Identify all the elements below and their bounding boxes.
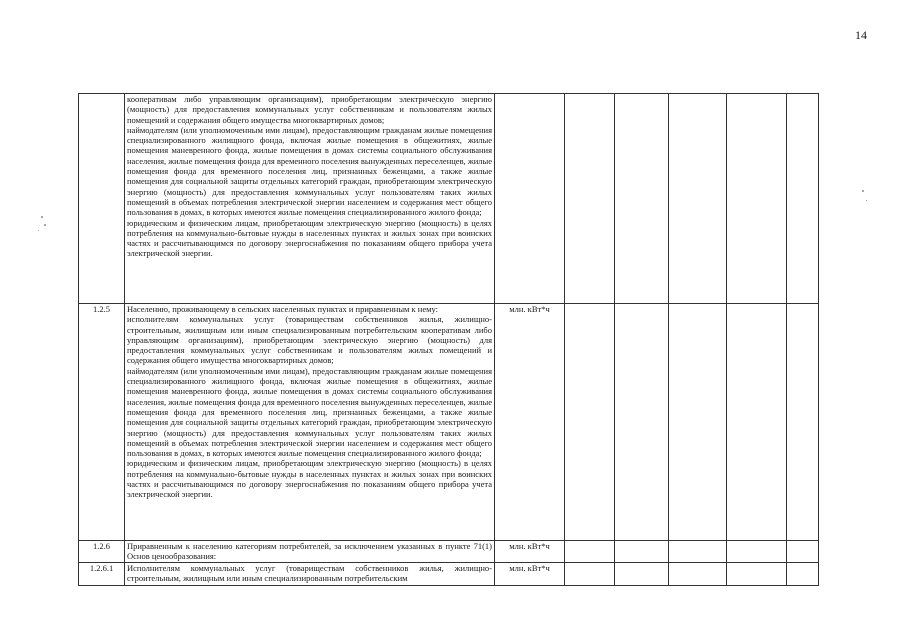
row-description [125, 304, 495, 541]
description-paragraph: наймодателям (или уполномоченным ими лицам), предоставляющим гражданам жилые помещения специализированного жилищного фонда, включая жилые помещения в общежитиях, жилые помещения маневренного фонда, жилые помещения в домах системы социального обслуживания населения, жилые помещения фонда для временного поселения вынужденных переселенцев, жилые помещения фонда для временного поселения лиц, признанных беженцами, а также жилые помещения для социальной защиты отдельных категорий граждан, приобретающим электрическую энергию (мощность) для предоставления коммунальных услуг пользователям таких жилых помещений в объемах потребления электрической энергии населением и содержания мест общего пользования в домах, в которых имеются жилые помещения специализированного жилого фонда; [127, 365, 492, 459]
row-unit [495, 94, 565, 304]
row-number: 1.2.5 [79, 304, 125, 541]
value-cell [727, 304, 787, 541]
row-number [79, 94, 125, 304]
tariff-table [78, 93, 819, 586]
description-paragraph: Населению, проживающему в сельских населенных пунктах и приравненным к нему: [127, 304, 439, 314]
table-row [79, 541, 819, 563]
row-unit: млн. кВт*ч [495, 304, 565, 541]
description-paragraph: Приравненным к населению категориям потребителей, за исключением указанных в пункте 71(1) Основ ценообразования: [127, 541, 492, 562]
scan-speck [38, 230, 39, 231]
table-row [79, 562, 819, 585]
description-paragraph: Исполнителям коммунальных услуг (товариществам собственников жилья, жилищно-строительным, жилищным или иным специализированным потребительским [127, 562, 492, 583]
description-paragraph: исполнителям коммунальных услуг (товариществам собственников жилья, жилищно-строительным, жилищным или иным специализированным потребительским кооперативам либо управляющим организациям), приобретающим электрическую энергию (мощность) для предоставления коммунальных услуг собственникам и пользователям жилых помещений и содержания общего имущества многоквартирных домов; [127, 314, 492, 366]
table-row [79, 94, 819, 304]
row-description [125, 541, 495, 563]
value-cell [727, 94, 787, 304]
value-cell [669, 541, 727, 563]
value-cell [787, 562, 819, 585]
page-number: 14 [855, 28, 867, 42]
scan-speck [866, 200, 867, 201]
row-number: 1.2.6 [79, 541, 125, 563]
value-cell [565, 304, 615, 541]
value-cell [727, 562, 787, 585]
description-paragraph: кооперативам либо управляющим организациям), приобретающим электрическую энергию (мощность) для предоставления коммунальных услуг собственникам и пользователям жилых помещений и содержания общего имущества многоквартирных домов; [127, 94, 492, 125]
value-cell [615, 562, 669, 585]
value-cell [565, 541, 615, 563]
row-unit: млн. кВт*ч [495, 562, 565, 585]
value-cell [615, 304, 669, 541]
scan-speck [862, 190, 864, 192]
table-row [79, 304, 819, 541]
description-paragraph: юридическим и физическим лицам, приобретающим электрическую энергию (мощность) в целях потребления на коммунально-бытовые нужды в населенных пунктах и жилых зонах при воинских частях и рассчитывающимся по договору энергоснабжения по показаниям общего прибора учета электрической энергии. [127, 458, 492, 500]
value-cell [615, 541, 669, 563]
row-description [125, 562, 495, 585]
value-cell [787, 541, 819, 563]
value-cell [669, 304, 727, 541]
value-cell [669, 94, 727, 304]
description-paragraph: наймодателям (или уполномоченным ими лицам), предоставляющим гражданам жилые помещения специализированного жилищного фонда, включая жилые помещения в общежитиях, жилые помещения маневренного фонда, жилые помещения в домах системы социального обслуживания населения, жилые помещения фонда для временного поселения вынужденных переселенцев, жилые помещения фонда для временного поселения лиц, признанных беженцами, а также жилые помещения для социальной защиты отдельных категорий граждан, приобретающим электрическую энергию (мощность) для предоставления коммунальных услуг пользователям таких жилых помещений в объемах потребления электрической энергии населением и содержания мест общего пользования в домах, в которых имеются жилые помещения специализированного жилого фонда; [127, 124, 492, 218]
value-cell [787, 304, 819, 541]
row-unit: млн. кВт*ч [495, 541, 565, 563]
scan-speck [44, 224, 46, 226]
value-cell [615, 94, 669, 304]
row-number: 1.2.6.1 [79, 562, 125, 585]
description-paragraph: юридическим и физическим лицам, приобретающим электрическую энергию (мощность) в целях потребления на коммунально-бытовые нужды в населенных пунктах и жилых зонах при воинских частях и рассчитывающимся по договору энергоснабжения по показаниям общего прибора учета электрической энергии. [127, 217, 492, 259]
value-cell [565, 94, 615, 304]
value-cell [727, 541, 787, 563]
value-cell [669, 562, 727, 585]
row-description [125, 94, 495, 304]
value-cell [787, 94, 819, 304]
scan-speck [41, 216, 43, 218]
value-cell [565, 562, 615, 585]
